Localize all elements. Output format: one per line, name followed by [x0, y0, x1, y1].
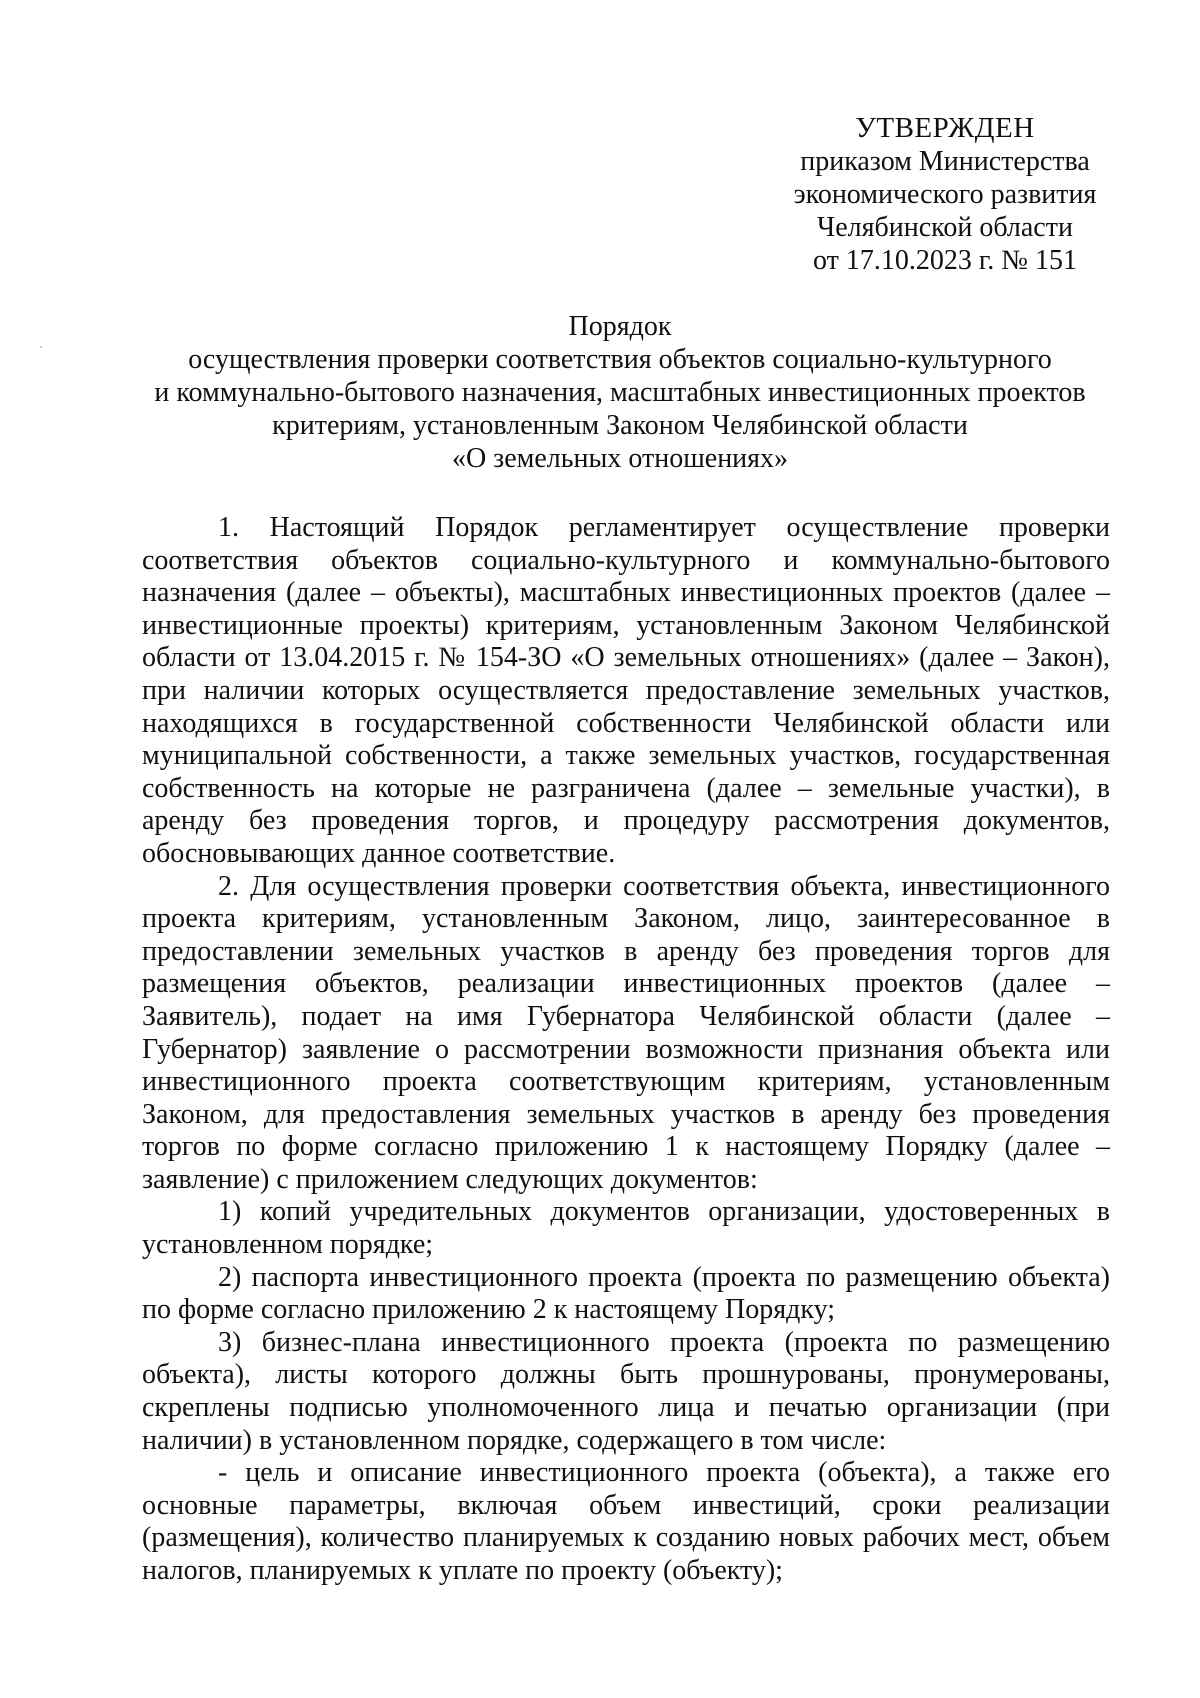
title-line-4: критериям, установленным Законом Челябинской области — [272, 410, 968, 441]
title-line-5: «О земельных отношениях» — [451, 443, 789, 474]
title-line-2: осуществления проверки соответствия объектов социально-культурного — [188, 344, 1052, 375]
approval-stamp-block — [770, 112, 1120, 277]
paragraph-item-3: 3) бизнес-плана инвестиционного проекта (проекта по размещению объекта), листы которого должны быть прошнурованы, пронумерованы, скреплены подписью уполномоченного лица и печатью организации (при наличии) в установленном порядке, содержащего в том числе: — [142, 1326, 1110, 1456]
scan-artifact — [40, 346, 42, 348]
approval-line-3: Челябинской области — [817, 212, 1073, 243]
title-line-3: и коммунально-бытового назначения, масштабных инвестиционных проектов — [154, 377, 1086, 408]
title-line-1: Порядок — [568, 311, 672, 342]
paragraph-bullet-1: - цель и описание инвестиционного проекта (объекта), а также его основные параметры, включая объем инвестиций, сроки реализации (размещения), количество планируемых к созданию новых рабочих мест, объем налогов, планируемых к уплате по проекту (объекту); — [142, 1457, 1110, 1586]
paragraph-item-2: 2) паспорта инвестиционного проекта (проекта по размещению объекта) по форме согласно приложению 2 к настоящему Порядку; — [142, 1261, 1110, 1326]
paragraph-item-1: 1) копий учредительных документов организации, удостоверенных в установленном порядке; — [142, 1196, 1110, 1261]
approval-line-1: приказом Министерства — [800, 146, 1090, 177]
approval-line-2: экономического развития — [793, 179, 1097, 210]
approval-line-4: от 17.10.2023 г. № 151 — [813, 245, 1077, 276]
document-title — [130, 310, 1110, 475]
paragraph-2: 2. Для осуществления проверки соответствия объекта, инвестиционного проекта критериям, установленным Законом, лицо, заинтересованное в предоставлении земельных участков в аренду без проведения торгов для размещения объектов, реализации инвестиционных проектов (далее – Заявитель), подает на имя Губернатора Челябинской области (далее – Губернатор) заявление о рассмотрении возможности признания объекта или инвестиционного проекта соответствующим критериям, установленным Законом, для предоставления земельных участков в аренду без проведения торгов по форме согласно приложению 1 к настоящему Порядку (далее – заявление) с приложением следующих документов: — [142, 870, 1110, 1195]
paragraph-1: 1. Настоящий Порядок регламентирует осуществление проверки соответствия объектов социально-культурного и коммунально-бытового назначения (далее – объекты), масштабных инвестиционных проектов (далее – инвестиционные проекты) критериям, установленным Законом Челябинской области от 13.04.2015 г. № 154-ЗО «О земельных отношениях» (далее – Закон), при наличии которых осуществляется предоставление земельных участков, находящихся в государственной собственности Челябинской области или муниципальной собственности, а также земельных участков, государственная собственность на которые не разграничена (далее – земельные участки), в аренду без проведения торгов, и процедуру рассмотрения документов, обосновывающих данное соответствие. — [142, 512, 1110, 869]
approval-heading: УТВЕРЖДЕН — [855, 112, 1035, 144]
document-body — [142, 512, 1110, 1588]
